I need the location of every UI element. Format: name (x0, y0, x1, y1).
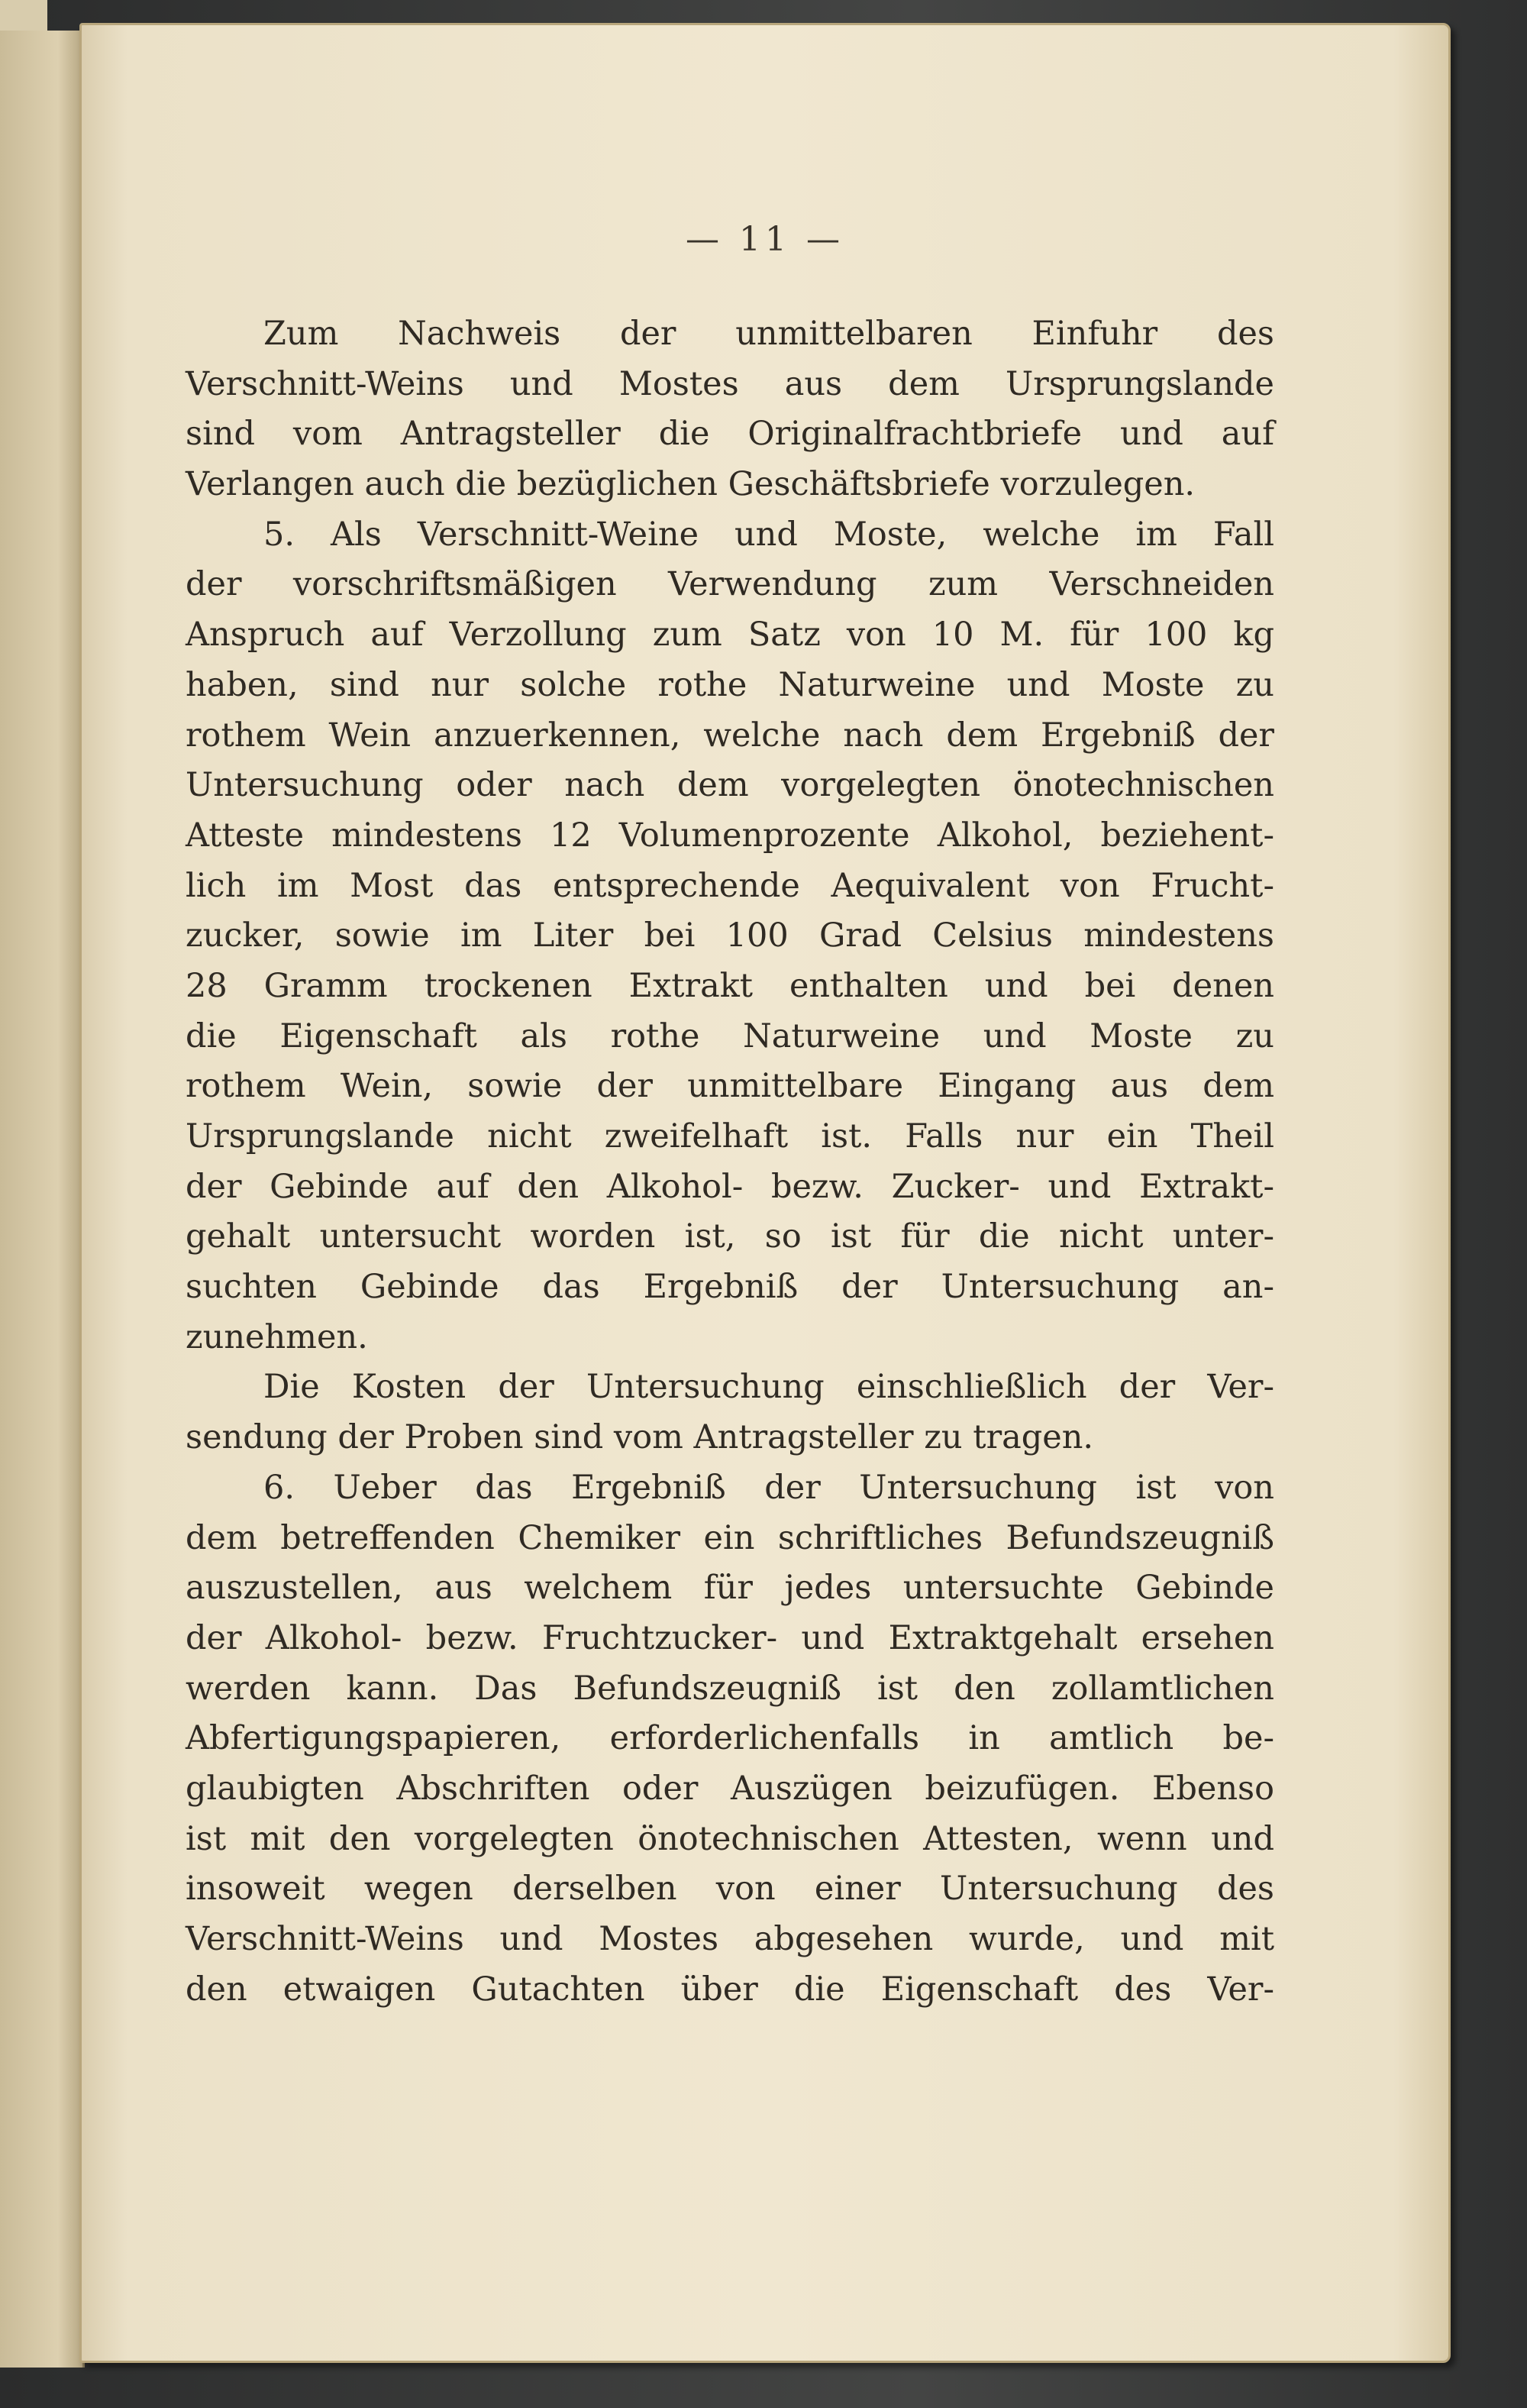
text-line: der Gebinde auf den Alkohol- bezw. Zucker- und Extrakt- (186, 1167, 1274, 1206)
text-line: lich im Most das entsprechende Aequivalent von Frucht- (186, 866, 1274, 905)
text-line: Untersuchung oder nach dem vorgelegten önotechnischen (186, 766, 1274, 805)
text-line: Abfertigungspapieren, erforderlichenfalls in amtlich be- (186, 1719, 1274, 1758)
text-line: die Eigenschaft als rothe Naturweine und Moste zu (186, 1017, 1274, 1055)
text-line: sind vom Antragsteller die Originalfrachtbriefe und auf (186, 415, 1274, 454)
text-line: Verschnitt-Weins und Mostes abgesehen wurde, und mit (186, 1920, 1274, 1958)
text-line: zunehmen. (186, 1317, 368, 1356)
text-line: rothem Wein, sowie der unmittelbare Eingang aus dem (186, 1067, 1274, 1106)
text-line: den etwaigen Gutachten über die Eigenschaft des Ver- (186, 1970, 1274, 2009)
text-line: suchten Gebinde das Ergebniß der Untersuchung an- (186, 1268, 1274, 1307)
text-line: Ursprungslande nicht zweifelhaft ist. Falls nur ein Theil (186, 1117, 1274, 1156)
page-number: — 11 — (686, 220, 844, 259)
text-line: Die Kosten der Untersuchung einschließlich der Ver- (263, 1368, 1274, 1407)
body-text (186, 309, 1274, 2015)
text-line: glaubigten Abschriften oder Auszügen beizufügen. Ebenso (186, 1769, 1274, 1808)
text-line: rothem Wein anzuerkennen, welche nach dem Ergebniß der (186, 716, 1274, 755)
text-line: zucker, sowie im Liter bei 100 Grad Celsius mindestens (186, 916, 1274, 955)
text-line: insoweit wegen derselben von einer Untersuchung des (186, 1870, 1274, 1909)
text-line: ist mit den vorgelegten önotechnischen Attesten, wenn und (186, 1819, 1274, 1858)
text-line: Verschnitt-Weins und Mostes aus dem Ursprungslande (186, 364, 1274, 403)
book-page (79, 23, 1451, 2363)
text-line: Zum Nachweis der unmittelbaren Einfuhr des (263, 315, 1274, 353)
text-line: auszustellen, aus welchem für jedes untersuchte Gebinde (186, 1569, 1274, 1608)
text-line: haben, sind nur solche rothe Naturweine und Moste zu (186, 665, 1274, 704)
text-line: sendung der Proben sind vom Antragsteller zu tragen. (186, 1418, 1094, 1457)
text-line: der Alkohol- bezw. Fruchtzucker- und Extraktgehalt ersehen (186, 1618, 1274, 1657)
text-line: 28 Gramm trockenen Extrakt enthalten und bei denen (186, 966, 1274, 1005)
text-line: 5. Als Verschnitt-Weine und Moste, welche im Fall (263, 515, 1274, 554)
text-line: Verlangen auch die bezüglichen Geschäftsbriefe vorzulegen. (186, 465, 1196, 504)
text-line: Anspruch auf Verzollung zum Satz von 10 M. für 100 kg (186, 616, 1274, 655)
text-line: 6. Ueber das Ergebniß der Untersuchung ist von (263, 1468, 1274, 1507)
text-line: dem betreffenden Chemiker ein schriftliches Befundszeugniß (186, 1518, 1274, 1557)
text-line: gehalt untersucht worden ist, so ist für die nicht unter- (186, 1217, 1274, 1256)
text-line: werden kann. Das Befundszeugniß ist den zollamtlichen (186, 1669, 1274, 1708)
text-line: der vorschriftsmäßigen Verwendung zum Verschneiden (186, 565, 1274, 604)
previous-page-edge (0, 31, 85, 2368)
text-line: Atteste mindestens 12 Volumenprozente Alkohol, beziehent- (186, 816, 1274, 855)
previous-page-corner (0, 0, 47, 31)
